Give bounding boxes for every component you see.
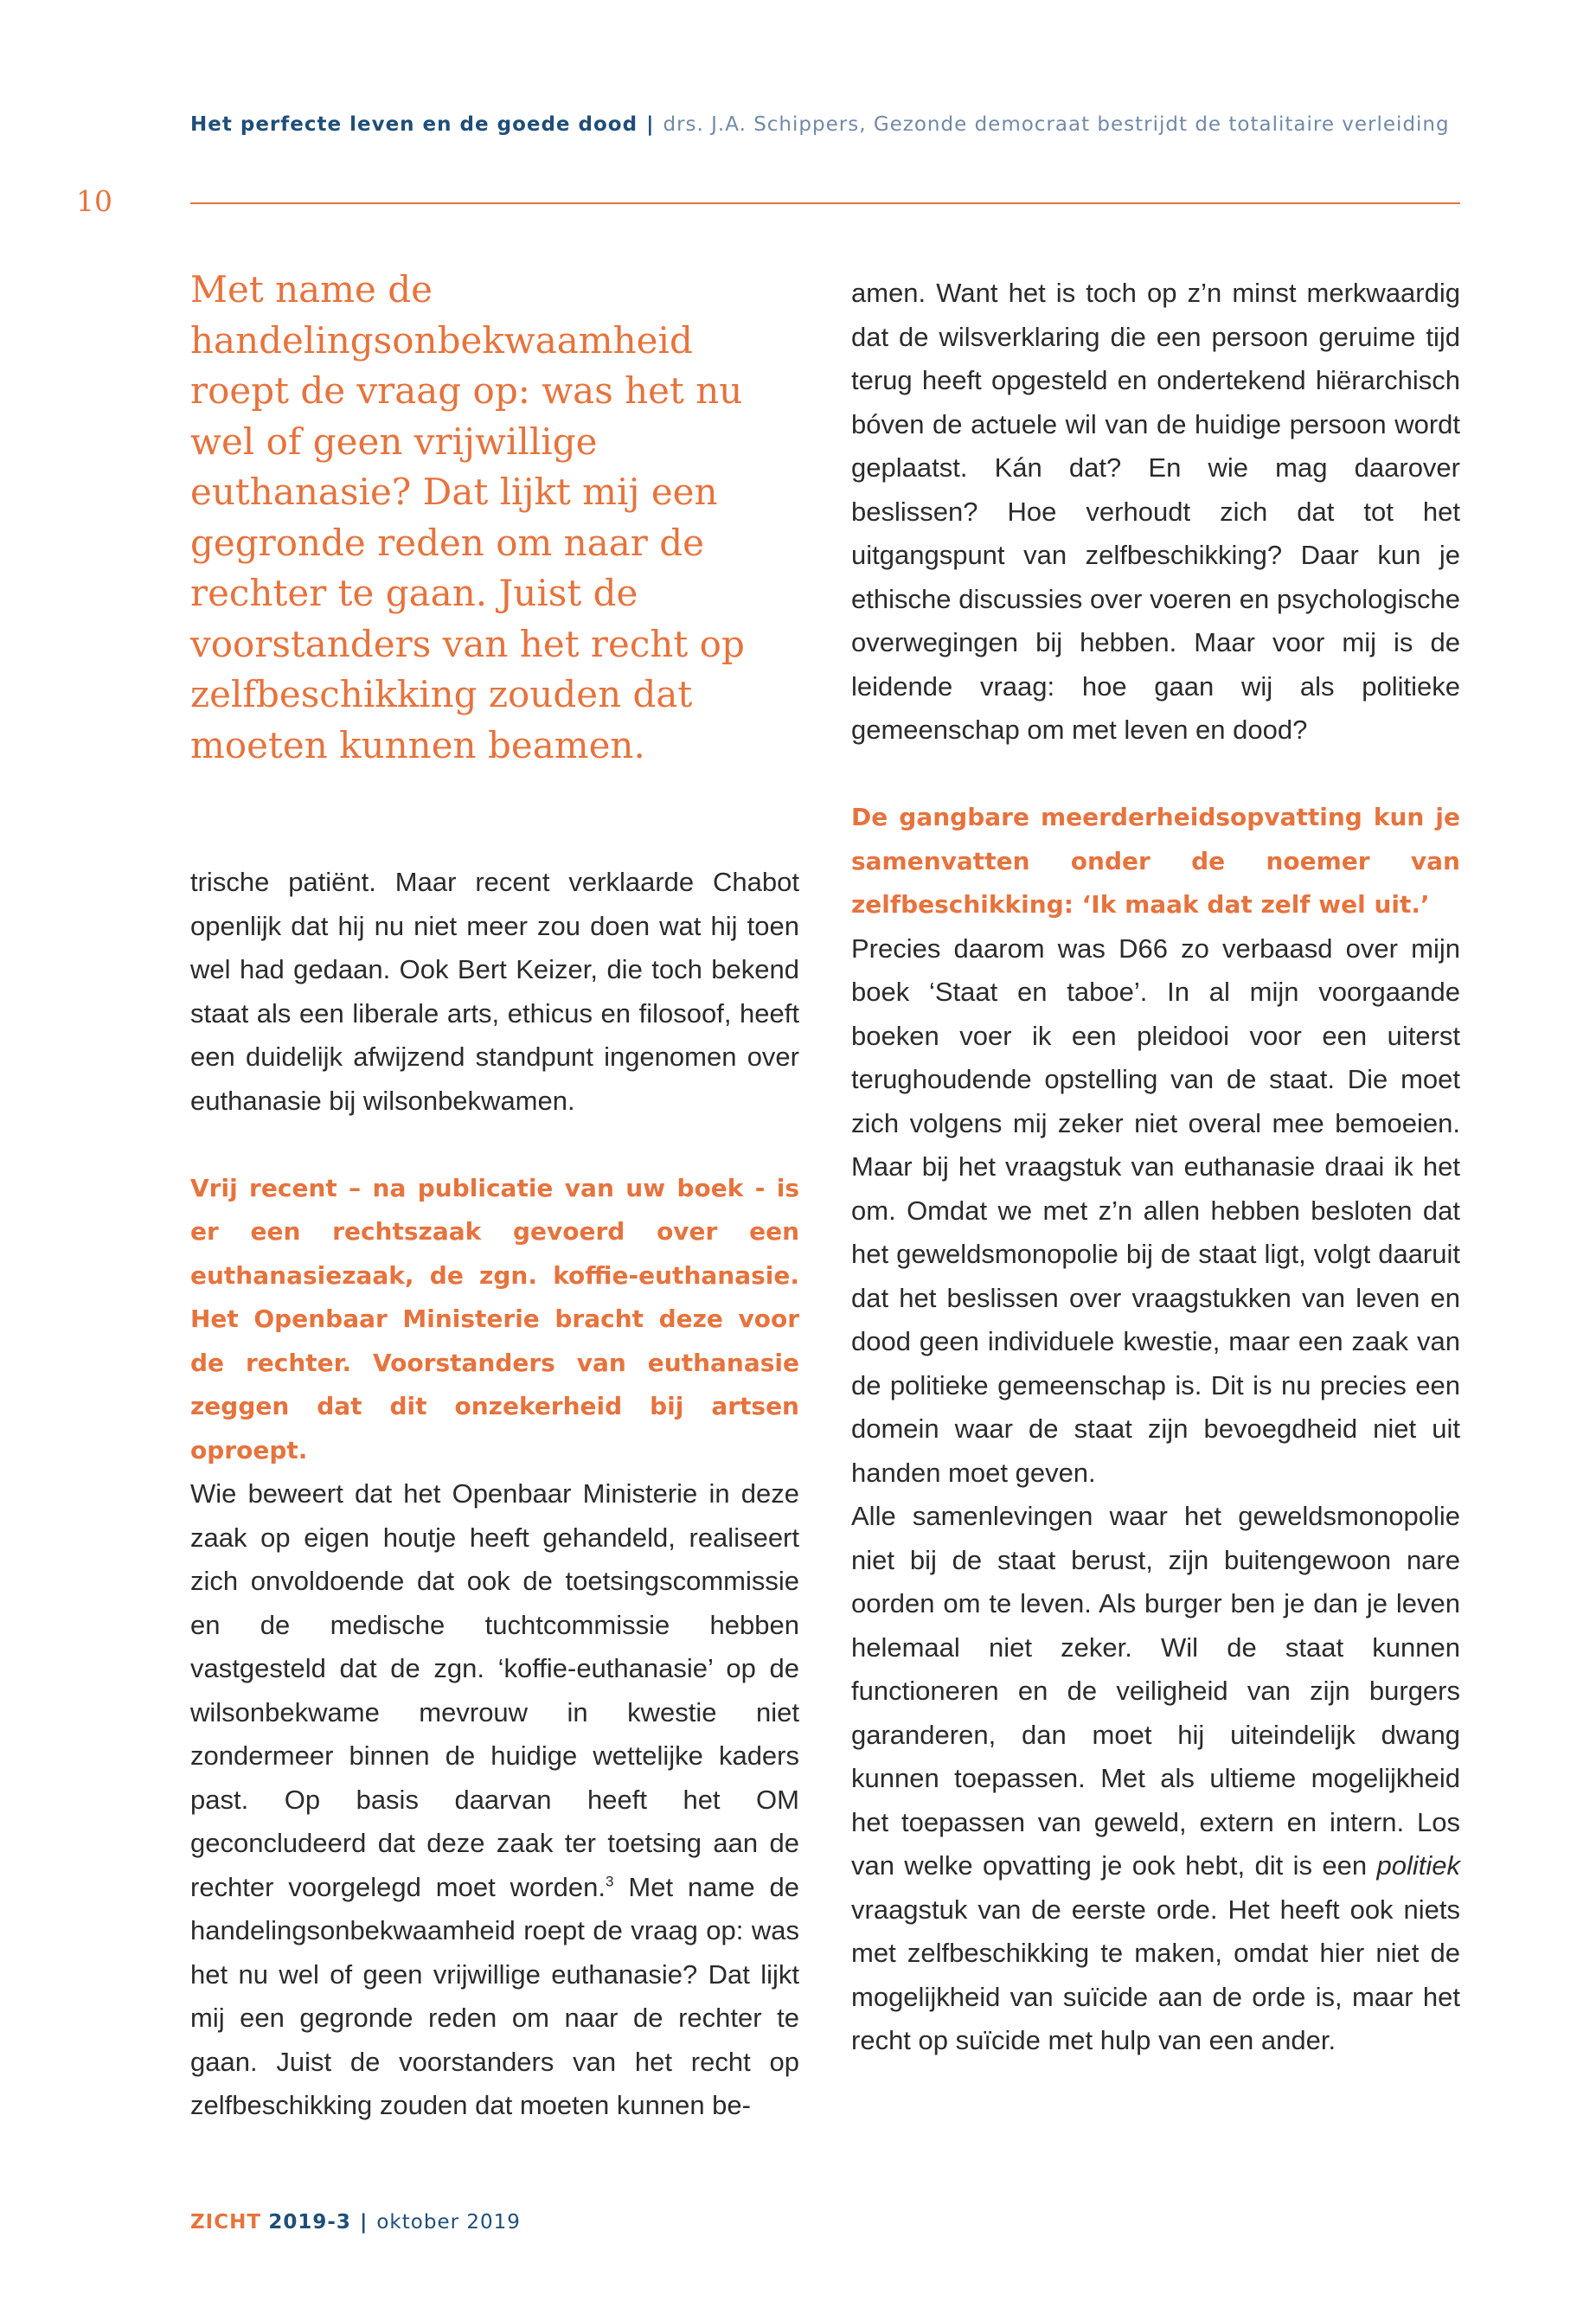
page-number: 10 <box>76 184 112 218</box>
right-paragraph-3 <box>851 1495 1460 2063</box>
footer-magazine: ZICHT <box>190 2211 262 2234</box>
left-paragraph-2-part-a: Wie beweert dat het Openbaar Ministerie in deze zaak op eigen houtje heeft gehandeld, realiseert zich onvoldoende dat ook de toetsingscommissie en de medische tuchtcommissie hebben vastgesteld dat de zgn. ‘koffie-euthanasie’ op de wilsonbekwame mevrouw in kwestie niet zondermeer binnen de huidige wettelijke kaders past. Op basis daarvan heeft het OM geconcludeerd dat deze zaak ter toetsing aan de rechter voorgelegd moet worden. <box>190 1478 799 1902</box>
footer-date: oktober 2019 <box>376 2211 521 2234</box>
pull-quote: Met name de handelingsonbekwaamheid roept de vraag op: was het nu wel of geen vrijwillige euthanasie? Dat lijkt mij een gegronde reden om naar de rechter te gaan. Juist de voorstanders van het recht op zelfbeschikking zouden dat moeten kunnen beamen. <box>190 268 745 766</box>
footer-separator: | <box>359 2211 369 2234</box>
page-footer <box>190 2211 521 2234</box>
footer-issue: 2019-3 <box>268 2211 351 2234</box>
right-paragraph-3-part-a: Alle samenlevingen waar het geweldsmonopolie niet bij de staat berust, zijn buitengewoon nare oorden om te leven. Als burger ben je dan je leven helemaal niet zeker. Wil de staat kunnen functioneren en de veiligheid van zijn burgers garanderen, dan moet hij uiteindelijk dwang kunnen toepassen. Met als ultieme mogelijkheid het toepassen van geweld, extern en intern. Los van welke opvatting je ook hebt, dit is een <box>851 1501 1460 1881</box>
right-paragraph-3-part-b: vraagstuk van de eerste orde. Het heeft ook niets met zelfbeschikking te maken, omdat hier niet de mogelijkheid van suïcide aan de orde is, maar het recht op suïcide met hulp van een ander. <box>851 1894 1460 2055</box>
left-column <box>190 265 799 2128</box>
interview-question-2: De gangbare meerderheidsopvatting kun je samenvatten onder de noemer van zelfbeschikking: ‘Ik maak dat zelf wel uit.’ <box>851 803 1460 919</box>
italic-word: politiek <box>1376 1850 1460 1881</box>
header-title: Het perfecte leven en de goede dood <box>190 113 638 136</box>
left-paragraph-2 <box>190 1472 799 2128</box>
right-column <box>851 272 1460 2063</box>
running-header <box>190 113 1462 136</box>
header-subtitle: drs. J.A. Schippers, Gezonde democraat bestrijdt de totalitaire verleiding <box>663 113 1450 136</box>
header-rule <box>190 202 1460 204</box>
left-paragraph-2-part-b: Met name de handelingsonbekwaamheid roept de vraag op: was het nu wel of geen vrijwillige euthanasie? Dat lijkt mij een gegronde reden om naar de rechter te gaan. Juist de voorstanders van het recht op zelfbeschikking zouden dat moeten kunnen be- <box>190 1871 800 2120</box>
interview-question-1: Vrij recent – na publicatie van uw boek - is er een rechtszaak gevoerd over een euthanasiezaak, de zgn. koffie-euthanasie. Het Openbaar Ministerie bracht deze voor de rechter. Voorstanders van euthanasie zeggen dat dit onzekerheid bij artsen oproept. <box>190 1173 799 1465</box>
right-paragraph-2: Precies daarom was D66 zo verbaasd over mijn boek ‘Staat en taboe’. In al mijn voorgaande boeken voer ik een pleidooi voor een uiterst terughoudende opstelling van de staat. Die moet zich volgens mij zeker niet overal mee bemoeien. Maar bij het vraagstuk van euthanasie draai ik het om. Omdat we met z’n allen hebben besloten dat het geweldsmonopolie bij de staat ligt, volgt daaruit dat het beslissen over vraagstukken van leven en dood geen individuele kwestie, maar een zaak van de politieke gemeenschap is. Dit is nu precies een domein waar de staat zijn bevoegdheid niet uit handen moet geven. <box>851 933 1460 1488</box>
footnote-reference: 3 <box>605 1873 614 1890</box>
header-separator: | <box>646 113 655 136</box>
right-paragraph-1: amen. Want het is toch op z’n minst merkwaardig dat de wilsverklaring die een persoon geruime tijd terug heeft opgesteld en ondertekend hiërarchisch bóven de actuele wil van de huidige persoon wordt geplaatst. Kán dat? En wie mag daarover beslissen? Hoe verhoudt zich dat tot het uitgangspunt van zelfbeschikking? Daar kun je ethische discussies over voeren en psychologische overwegingen bij hebben. Maar voor mij is de leidende vraag: hoe gaan wij als politieke gemeenschap om met leven en dood? <box>851 278 1460 745</box>
left-paragraph-1: trische patiënt. Maar recent verklaarde Chabot openlijk dat hij nu niet meer zou doen wat hij toen wel had gedaan. Ook Bert Keizer, die toch bekend staat als een liberale arts, ethicus en filosoof, heeft een duidelijk afwijzend standpunt ingenomen over euthanasie bij wilsonbekwamen. <box>190 867 799 1116</box>
